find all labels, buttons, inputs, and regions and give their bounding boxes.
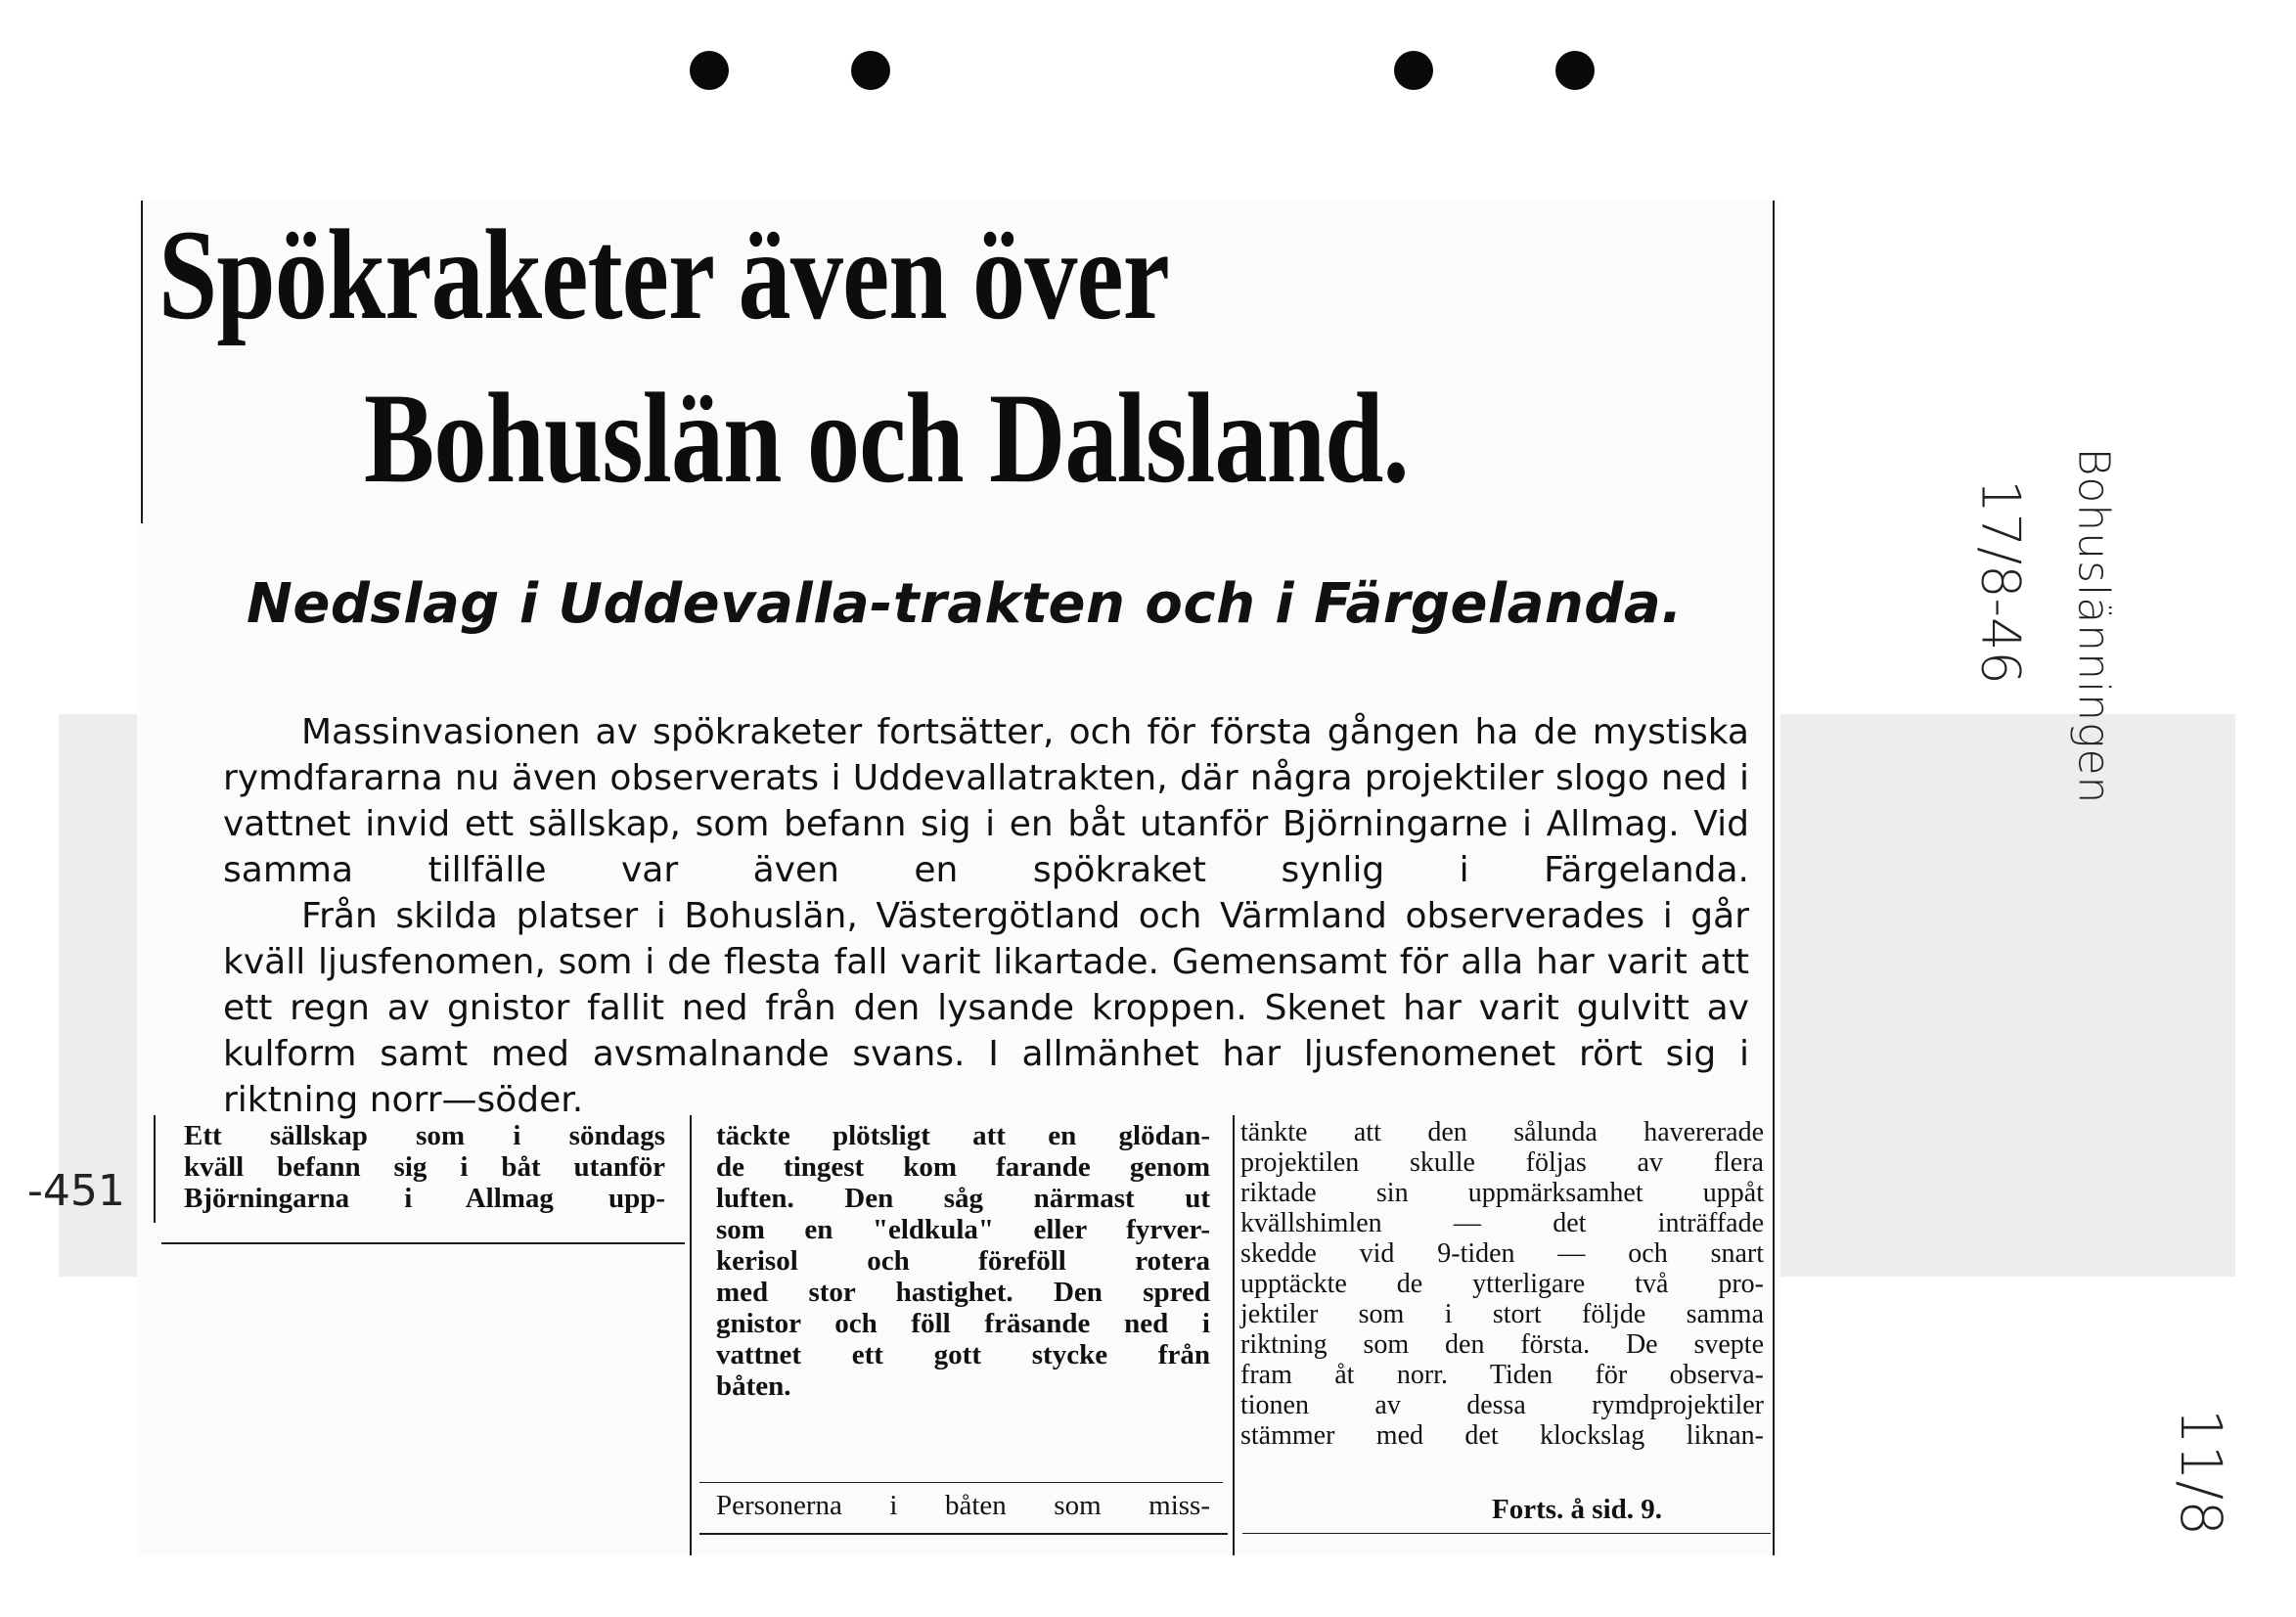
column-3-line: riktade sin uppmärksamhet uppåt	[1240, 1178, 1764, 1208]
column-2-line: gnistor och föll fräsande ned i	[716, 1308, 1210, 1339]
binder-hole-2	[851, 51, 890, 90]
column-1	[184, 1120, 665, 1214]
subheadline: Nedslag i Uddevalla-trakten och i Färgelanda.	[247, 572, 1683, 636]
binder-hole-4	[1555, 51, 1595, 90]
continued-note	[1492, 1494, 1746, 1525]
column-2-line: luften. Den såg närmast ut	[716, 1183, 1210, 1214]
column-3	[1240, 1117, 1764, 1451]
lead-paragraph-2: Från skilda platser i Bohuslän, Västergötland och Värmland observerades i går kväll ljusfenomen, som i de flesta fall varit likartade. Gemensamt för alla har varit att ett regn av gnistor fallit ned från den lysande kroppen. Skenet har varit gulvitt av kulform samt med avsmalnande svans. I allmänhet har ljusfenomenet rört sig i riktning norr—söder.	[223, 896, 1749, 1120]
column-1-bottom-rule	[161, 1242, 685, 1244]
column-2-line: vattnet ett gott stycke från	[716, 1339, 1210, 1370]
column-3-line: tionen av dessa rymdprojektiler	[1240, 1390, 1764, 1420]
continued-note-text: Forts. å sid. 9.	[1492, 1494, 1662, 1525]
lead-text	[223, 709, 1749, 1123]
column-3-line: fram åt norr. Tiden för observa-	[1240, 1360, 1764, 1390]
column-3-line: kvällshimlen — det inträffade	[1240, 1208, 1764, 1238]
lead-paragraph-1: Massinvasionen av spökraketer fortsätter, och för första gången ha de mystiska rymdfararna nu även observerats i Uddevallatrakten, där några projektiler slogo ned i vattnet invid ett sällskap, som befann sig i en båt utanför Björningarne i Allmag. Vid samma tillfälle var även en spökraket synlig i Färgelanda.	[223, 712, 1749, 890]
handwritten-newspaper-name: Bohuslänningen	[2068, 447, 2119, 805]
clipping-border-right	[1773, 201, 1775, 1555]
column-2-line: de tingest kom farande genom	[716, 1151, 1210, 1183]
binder-hole-1	[690, 51, 729, 90]
column-1-line: Ett sällskap som i söndags	[184, 1120, 665, 1151]
column-3-line: skedde vid 9-tiden — och snart	[1240, 1238, 1764, 1269]
headline-line-1: Spökraketer även över	[158, 202, 1169, 346]
handwritten-page: 11/8	[2168, 1408, 2234, 1537]
column-2-line: kerisol och föreföll rotera	[716, 1245, 1210, 1277]
column-2-tail	[716, 1490, 1210, 1521]
column-2-line: täckte plötsligt att en glödan-	[716, 1120, 1210, 1151]
column-3-line: stämmer med det klockslag liknan-	[1240, 1420, 1764, 1451]
column-2-bottom-rule	[699, 1533, 1228, 1535]
handwritten-number: -451	[27, 1166, 125, 1216]
column-1-border-left	[154, 1115, 156, 1223]
column-2-line: med stor hastighet. Den spred	[716, 1277, 1210, 1308]
column-3-bottom-rule	[1242, 1533, 1771, 1534]
column-divider-2	[1233, 1115, 1235, 1555]
column-2	[716, 1120, 1210, 1402]
column-3-line: tänkte att den sålunda havererade	[1240, 1117, 1764, 1147]
column-2-line: båten.	[716, 1370, 791, 1402]
column-1-line: kväll befann sig i båt utanför	[184, 1151, 665, 1183]
column-2-tail-line: Personerna i båten som miss-	[716, 1490, 1210, 1521]
column-divider-1	[690, 1115, 692, 1555]
column-2-tail-rule	[699, 1482, 1223, 1483]
column-1-line: Björningarna i Allmag upp-	[184, 1183, 665, 1214]
binder-hole-3	[1394, 51, 1433, 90]
clipping-border-left	[141, 201, 143, 523]
column-3-line: upptäckte de ytterligare två pro-	[1240, 1269, 1764, 1299]
column-2-line: som en "eldkula" eller fyrver-	[716, 1214, 1210, 1245]
newspaper-clipping	[137, 201, 1780, 1555]
column-3-line: riktning som den första. De svepte	[1240, 1329, 1764, 1360]
column-3-line: projektilen skulle följas av flera	[1240, 1147, 1764, 1178]
headline-line-2: Bohuslän och Dalsland.	[364, 366, 1409, 510]
handwritten-date: 17/8-46	[1969, 479, 2032, 685]
column-3-line: jektiler som i stort följde samma	[1240, 1299, 1764, 1329]
